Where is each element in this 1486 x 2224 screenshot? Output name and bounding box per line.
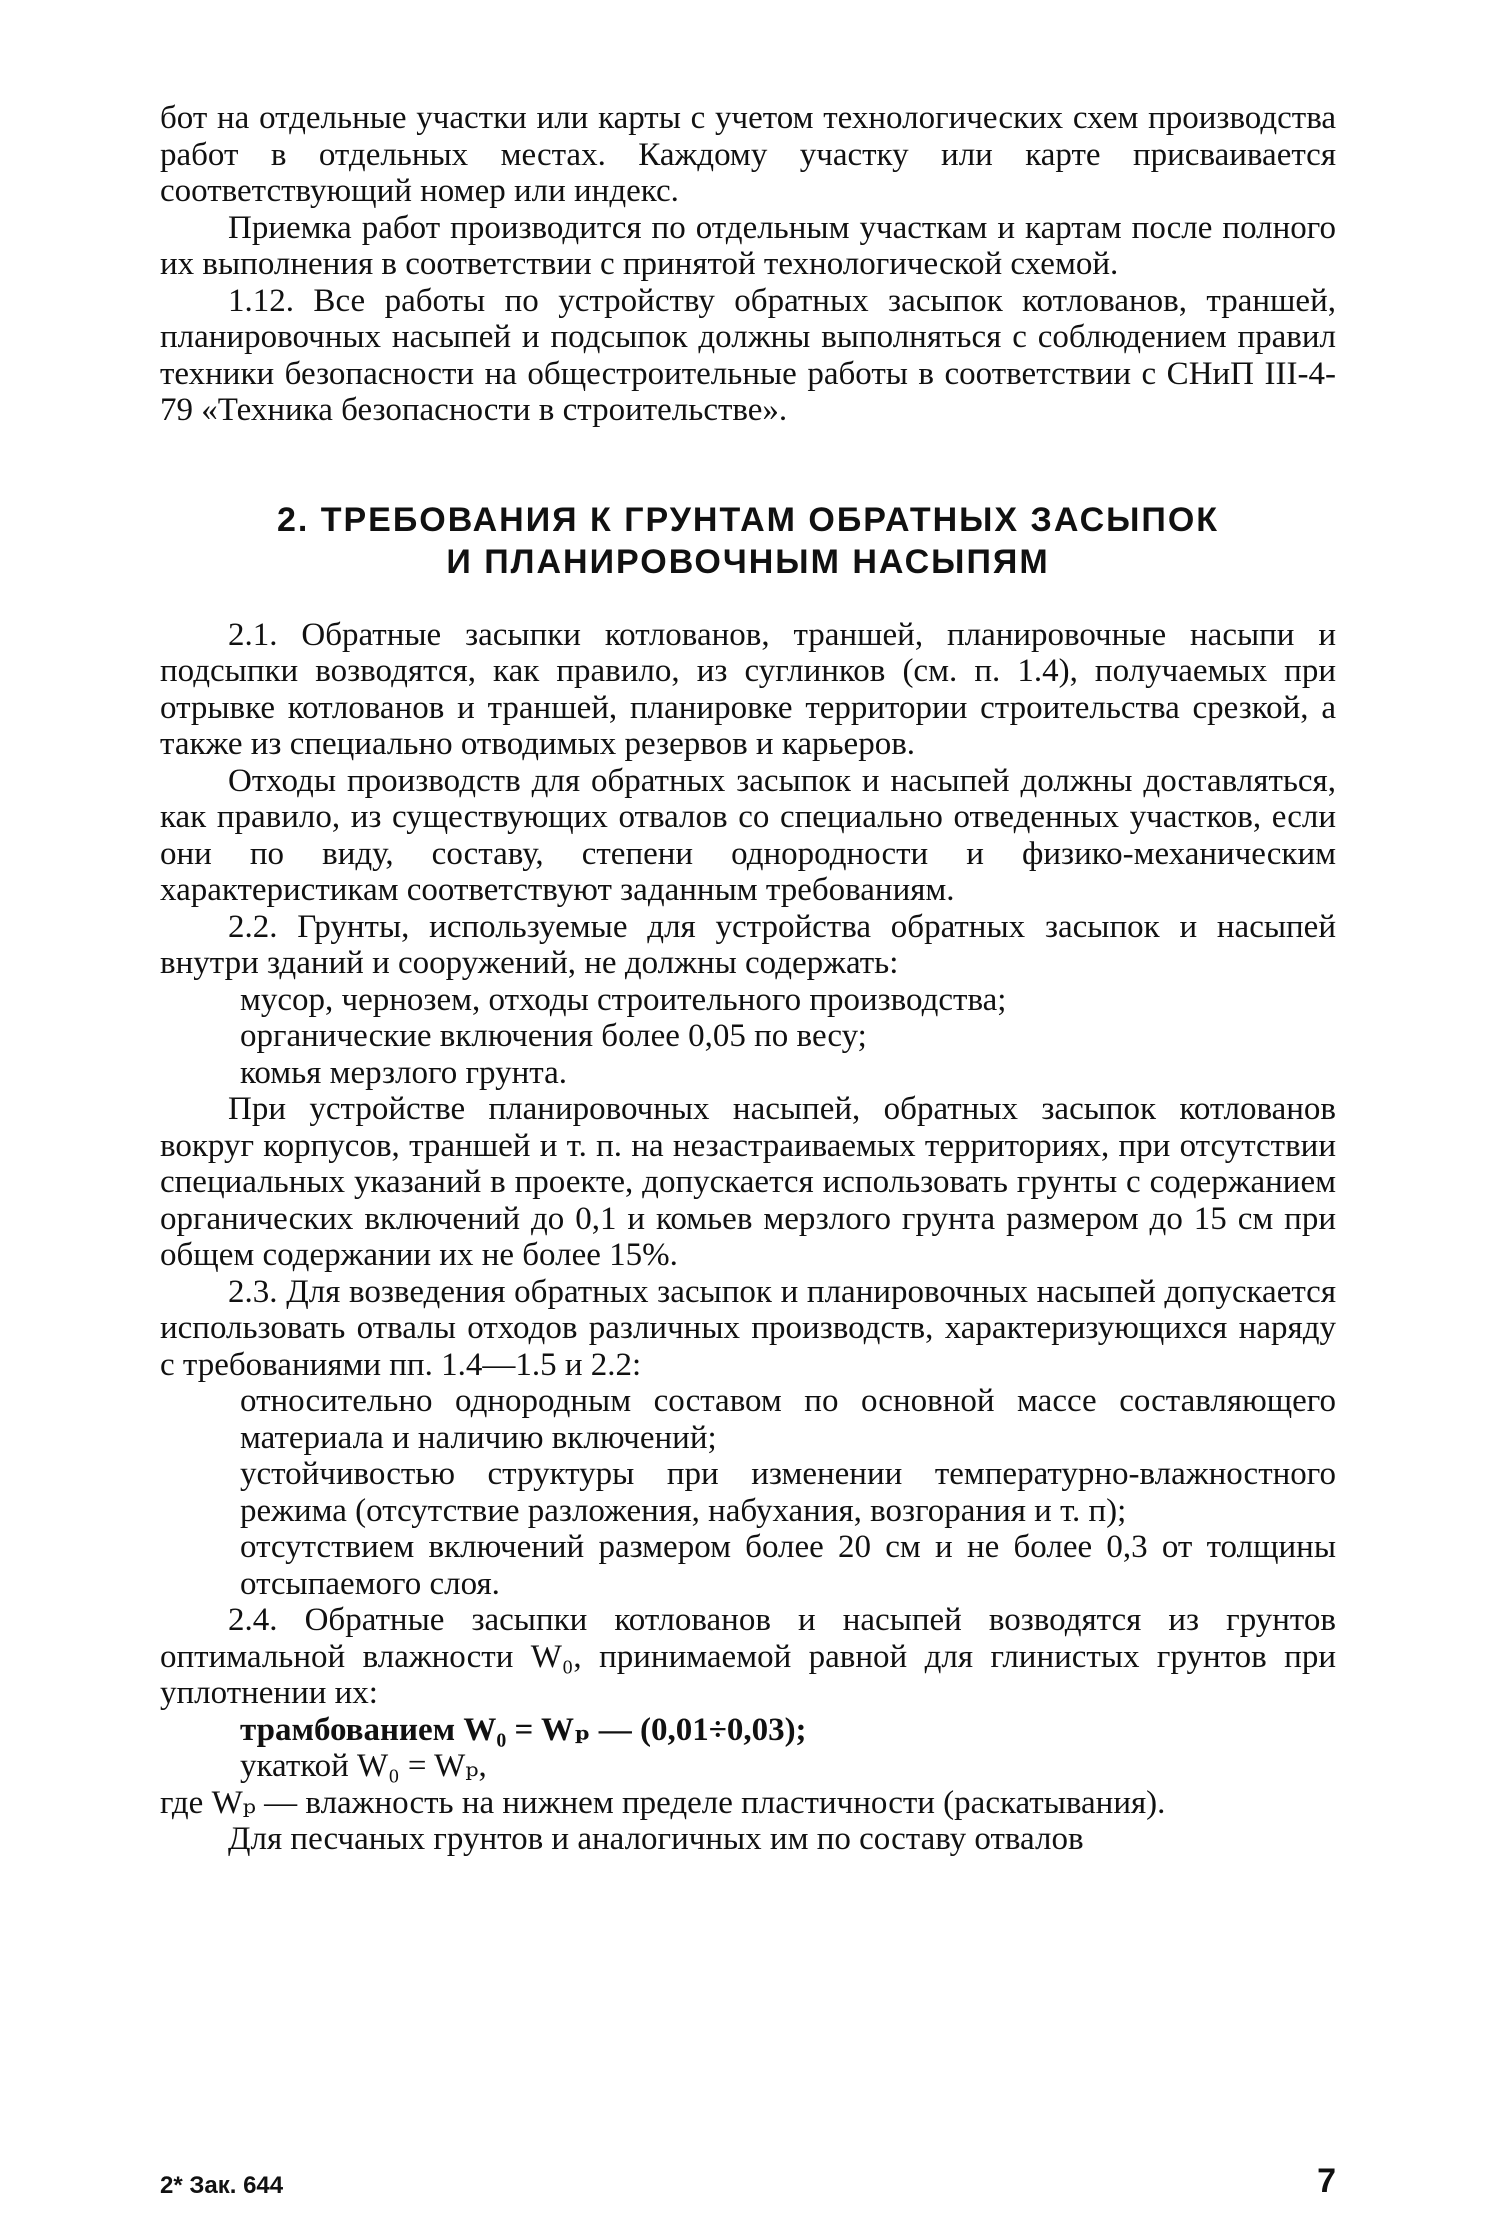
printer-mark: 2* Зак. 644 [160,2172,284,2199]
list-item: отсутствием включений размером более 20 см и не более 0,3 от толщины отсыпаемого слоя. [240,1529,1336,1602]
paragraph-where: где Wₚ — влажность на нижнем пределе пластичности (раскатывания). [160,1784,1166,1821]
paragraph-sandy-soils: Для песчаных грунтов и аналогичных им по составу отвалов [228,1821,1084,1857]
paragraph-acceptance: Приемка работ производится по отдельным участкам и картам после полного их выполнения в соответствии с принятой технологической схемой. [160,209,1336,282]
paragraph-2-1: 2.1. Обратные засыпки котлованов, траншей, планировочные насыпи и подсыпки возводятся, как правило, из суглинков (см. п. 1.4), получаемых при отрывке котлованов и траншей, планировке территории строительства срезкой, а также из специально отводимых резервов и карьеров. [160,616,1336,762]
paragraph-2-2: 2.2. Грунты, используемые для устройства обратных засыпок и насыпей внутри зданий и сооружений, не должны содержать: [160,908,1336,981]
paragraph-1-12: 1.12. Все работы по устройству обратных засыпок котлованов, траншей, планировочных насыпей и подсыпок должны выполняться с соблюдением правил техники безопасности на общестроительные работы в соответствии с СНиП III-4-79 «Техника безопасности в строительстве». [160,282,1336,428]
list-item: устойчивостью структуры при изменении температурно-влажностного режима (отсутствие разложения, набухания, возгорания и т. п); [240,1456,1336,1529]
list-item: органические включения более 0,05 по весу; [240,1018,867,1054]
page-number: 7 [1317,2162,1336,2200]
formula-tamping: трамбованием W₀ = Wₚ — (0,01÷0,03); [240,1711,807,1748]
section-heading [160,499,1336,583]
paragraph-2-3: 2.3. Для возведения обратных засыпок и планировочных насыпей допускается использовать отвалы отходов различных производств, характеризующихся наряду с требованиями пп. 1.4—1.5 и 2.2: [160,1273,1336,1383]
formula-rolling: укаткой W₀ = Wₚ, [240,1748,487,1784]
paragraph-planning-fills: При устройстве планировочных насыпей, обратных засыпок котлованов вокруг корпусов, траншей и т. п. на незастраиваемых территориях, при отсутствии специальных указаний в проекте, допускается использовать грунты с содержанием органических включений до 0,1 и комьев мерзлого грунта размером до 15 см при общем содержании их не более 15%. [160,1091,1336,1273]
page-footer [160,2162,1336,2208]
section-heading-line2: И ПЛАНИРОВОЧНЫМ НАСЫПЯМ [446,542,1050,581]
document-page [160,100,1336,2200]
list-item: относительно однородным составом по основной массе составляющего материала и наличию включений; [240,1383,1336,1456]
paragraph-waste: Отходы производств для обратных засыпок и насыпей должны доставляться, как правило, из существующих отвалов со специально отведенных участков, если они по виду, составу, степени однородности и физико-механическим характеристикам соответствуют заданным требованиям. [160,762,1336,908]
paragraph-continuation: бот на отдельные участки или карты с учетом технологических схем производства работ в отдельных местах. Каждому участку или карте присваивается соответствующий номер или индекс. [160,100,1336,209]
list-item: мусор, чернозем, отходы строительного производства; [240,981,1007,1018]
paragraph-2-4: 2.4. Обратные засыпки котлованов и насыпей возводятся из грунтов оптимальной влажности W₀, принимаемой равной для глинистых грунтов при уплотнении их: [160,1602,1336,1711]
list-item: комья мерзлого грунта. [240,1054,567,1091]
section-heading-line1: 2. ТРЕБОВАНИЯ К ГРУНТАМ ОБРАТНЫХ ЗАСЫПОК [276,500,1220,539]
